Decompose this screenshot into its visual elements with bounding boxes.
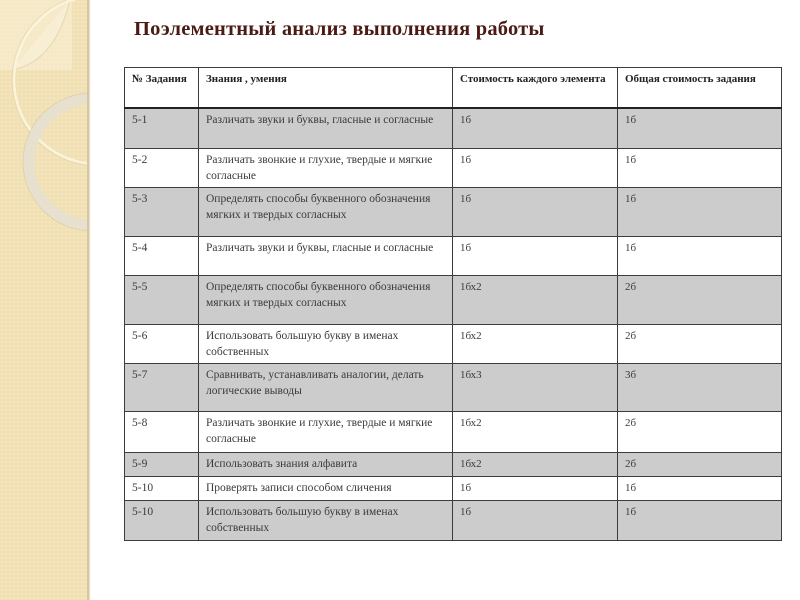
page-title: Поэлементный анализ выполнения работы: [134, 18, 545, 40]
cell-total-cost: 1б: [618, 108, 782, 149]
cell-skills: Сравнивать, устанавливать аналогии, делать логические выводы: [199, 364, 453, 412]
cell-skills: Различать звонкие и глухие, твердые и мягкие согласные: [199, 149, 453, 188]
cell-task-number: 5-4: [125, 237, 199, 276]
cell-element-cost: 1б: [453, 108, 618, 149]
cell-total-cost: 2б: [618, 453, 782, 477]
cell-task-number: 5-9: [125, 453, 199, 477]
table-row: [125, 477, 782, 501]
cell-element-cost: 1б: [453, 188, 618, 237]
cell-task-number: 5-7: [125, 364, 199, 412]
cell-element-cost: 1б: [453, 149, 618, 188]
cell-task-number: 5-5: [125, 276, 199, 325]
cell-total-cost: 3б: [618, 364, 782, 412]
cell-skills: Различать звуки и буквы, гласные и согласные: [199, 108, 453, 149]
cell-task-number: 5-10: [125, 477, 199, 501]
cell-total-cost: 1б: [618, 501, 782, 541]
table-row: [125, 453, 782, 477]
cell-element-cost: 1бх2: [453, 453, 618, 477]
cell-skills: Использовать большую букву в именах собственных: [199, 501, 453, 541]
table-row: [125, 501, 782, 541]
cell-total-cost: 1б: [618, 149, 782, 188]
cell-total-cost: 2б: [618, 412, 782, 453]
task-analysis-table: [124, 67, 782, 541]
cell-skills: Определять способы буквенного обозначения мягких и твердых согласных: [199, 188, 453, 237]
table-row: [125, 108, 782, 149]
cell-element-cost: 1бх2: [453, 276, 618, 325]
cell-skills: Различать звонкие и глухие, твердые и мягкие согласные: [199, 412, 453, 453]
header-element-cost: Стоимость каждого элемента: [453, 68, 618, 108]
cell-total-cost: 2б: [618, 276, 782, 325]
table-row: [125, 149, 782, 188]
cell-skills: Проверять записи способом сличения: [199, 477, 453, 501]
cell-element-cost: 1б: [453, 237, 618, 276]
table-header-row: [125, 68, 782, 108]
cell-total-cost: 1б: [618, 237, 782, 276]
decorative-circles-graphic: [0, 0, 87, 600]
cell-element-cost: 1бх2: [453, 412, 618, 453]
cell-task-number: 5-2: [125, 149, 199, 188]
header-total-cost: Общая стоимость задания: [618, 68, 782, 108]
cell-skills: Различать звуки и буквы, гласные и согласные: [199, 237, 453, 276]
table-row: [125, 237, 782, 276]
cell-skills: Определять способы буквенного обозначения мягких и твердых согласных: [199, 276, 453, 325]
decorative-sidebar: [0, 0, 89, 600]
cell-element-cost: 1б: [453, 501, 618, 541]
cell-element-cost: 1бх3: [453, 364, 618, 412]
table-row: [125, 325, 782, 364]
cell-total-cost: 2б: [618, 325, 782, 364]
cell-skills: Использовать большую букву в именах собственных: [199, 325, 453, 364]
header-task-number: № Задания: [125, 68, 199, 108]
cell-task-number: 5-8: [125, 412, 199, 453]
table-row: [125, 364, 782, 412]
table-body: [125, 108, 782, 541]
cell-element-cost: 1бх2: [453, 325, 618, 364]
table-row: [125, 188, 782, 237]
table-row: [125, 412, 782, 453]
table-row: [125, 276, 782, 325]
cell-task-number: 5-1: [125, 108, 199, 149]
cell-total-cost: 1б: [618, 188, 782, 237]
cell-total-cost: 1б: [618, 477, 782, 501]
cell-task-number: 5-3: [125, 188, 199, 237]
header-skills: Знания , умения: [199, 68, 453, 108]
cell-skills: Использовать знания алфавита: [199, 453, 453, 477]
cell-task-number: 5-6: [125, 325, 199, 364]
cell-element-cost: 1б: [453, 477, 618, 501]
cell-task-number: 5-10: [125, 501, 199, 541]
